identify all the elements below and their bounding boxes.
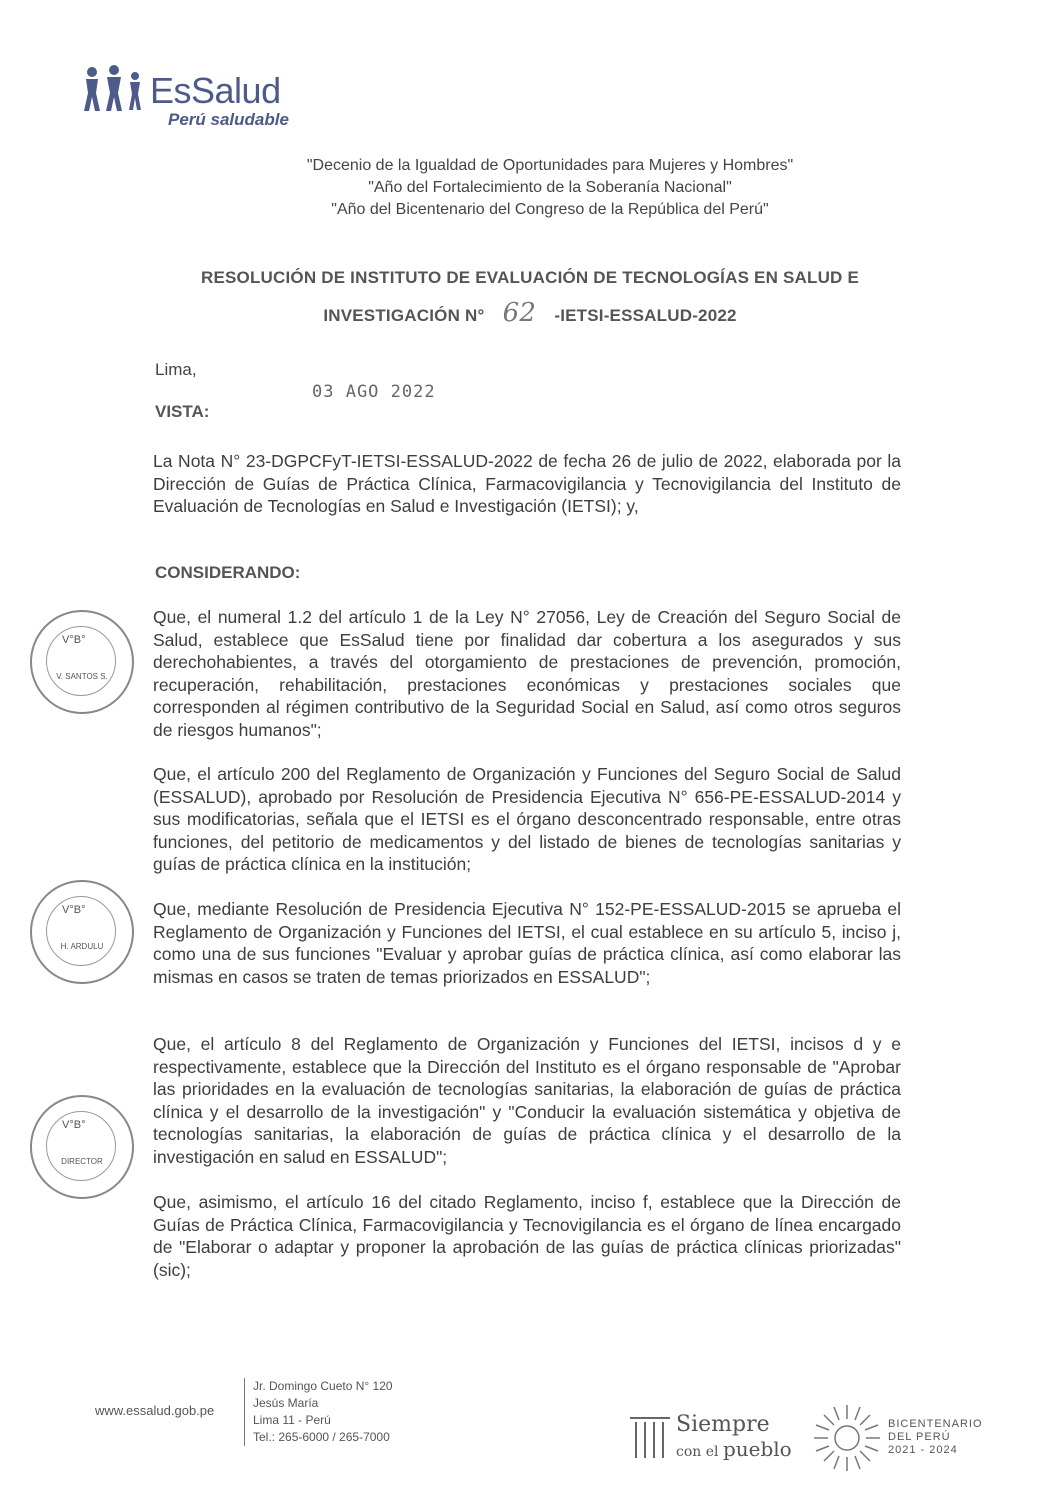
footer-website: www.essalud.gob.pe bbox=[95, 1403, 215, 1418]
address-line: Tel.: 265-6000 / 265-7000 bbox=[253, 1430, 390, 1444]
stamp-name: V. SANTOS S. bbox=[56, 672, 108, 681]
stamp-vb: V°B° bbox=[62, 634, 86, 646]
motto-line: "Año del Bicentenario del Congreso de la República del Perú" bbox=[331, 201, 769, 218]
motto-line: "Año del Fortalecimiento de la Soberanía Nacional" bbox=[368, 179, 732, 196]
bicentenario-emblem-icon bbox=[812, 1403, 882, 1473]
footer-address bbox=[244, 1378, 393, 1446]
slogan-small-prefix: con el bbox=[676, 1444, 719, 1460]
slogan-small-word: pueblo bbox=[722, 1437, 792, 1461]
place: Lima, bbox=[155, 360, 197, 379]
official-mottos bbox=[150, 155, 950, 221]
vista-heading: VISTA: bbox=[155, 402, 210, 421]
considerando-paragraph-4: Que, el artículo 8 del Reglamento de Organización y Funciones del IETSI, incisos d y e respectivamente, establece que la Dirección del Instituto es el órgano responsable de "Aprobar las prioridades en la evaluación de tecnologías sanitarias, la elaboración de guías de práctica clínica y el desarrollo de la investigación" y "Conducir la evaluación sistemática y objetiva de tecnologías sanitarias, la elaboración de guías de práctica clínica y el desarrollo de la investigación en salud en ESSALUD"; bbox=[153, 1034, 901, 1167]
considerando-paragraph-2: Que, el artículo 200 del Reglamento de Organización y Funciones del Seguro Social de Salud (ESSALUD), aprobado por Resolución de Presidencia Ejecutiva N° 656-PE-ESSALUD-2014 y sus modificatorias, señala que el IETSI es el órgano desconcentrado responsable, entre otras funciones, del petitorio de medicamentos y del listado de bienes de tecnologías sanitarias y guías de práctica clínica en la institución; bbox=[153, 764, 901, 874]
motto-line: "Decenio de la Igualdad de Oportunidades para Mujeres y Hombres" bbox=[306, 157, 794, 174]
brand-tagline: Perú saludable bbox=[168, 110, 289, 129]
considerando-paragraph-3: Que, mediante Resolución de Presidencia Ejecutiva N° 152-PE-ESSALUD-2015 se aprueba el Reglamento de Organización y Funciones del IETSI, el cual establece en su artículo 5, inciso j, como una de sus funciones "Evaluar y aprobar guías de práctica clínica, así como elaborar las mismas en casos se traten de temas priorizados en ESSALUD"; bbox=[153, 899, 901, 987]
resolution-title-prefix: INVESTIGACIÓN N° bbox=[323, 306, 485, 325]
handwritten-number: 62 bbox=[502, 298, 537, 328]
bicentenario-line: DEL PERÚ bbox=[888, 1431, 951, 1443]
resolution-title-suffix: -IETSI-ESSALUD-2022 bbox=[554, 306, 737, 325]
bicentenario-line: BICENTENARIO bbox=[888, 1418, 983, 1430]
considerando-paragraph-1: Que, el numeral 1.2 del artículo 1 de la Ley N° 27056, Ley de Creación del Seguro Social de Salud, establece que EsSalud tiene por finalidad dar cobertura a los asegurados y sus derechohabientes, a través del otorgamiento de prestaciones de prevención, promoción, recuperación, rehabilitación, prestaciones económicas y prestaciones sociales que corresponden al régimen contributivo de la Seguridad Social en Salud, así como otros seguros de riesgos humanos"; bbox=[153, 607, 901, 740]
stamp-name: H. ARDULU bbox=[60, 942, 104, 951]
resolution-title-line2 bbox=[140, 298, 920, 328]
family-figures-icon bbox=[80, 64, 150, 114]
stamp-vb: V°B° bbox=[62, 1119, 86, 1131]
review-stamp bbox=[30, 610, 134, 714]
vista-paragraph: La Nota N° 23-DGPCFyT-IETSI-ESSALUD-2022 de fecha 26 de julio de 2022, elaborada por la Dirección de Guías de Práctica Clínica, Farmacovigilancia y Tecnovigilancia del Instituto de Evaluación de Tecnologías en Salud e Investigación (IETSI); y, bbox=[153, 451, 901, 516]
address-line: Jesús María bbox=[253, 1396, 319, 1410]
bicentenario-line: 2021 - 2024 bbox=[888, 1444, 958, 1456]
stamp-vb: V°B° bbox=[62, 904, 86, 916]
considerando-paragraph-5: Que, asimismo, el artículo 16 del citado Reglamento, inciso f, establece que la Dirección de Guías de Práctica Clínica, Farmacovigilancia y Tecnovigilancia es el órgano de línea encargado de "Elaborar o adaptar y proponer la aprobación de las guías de práctica clínicas priorizadas" (sic); bbox=[153, 1192, 901, 1280]
review-stamp bbox=[30, 880, 134, 984]
essalud-logo bbox=[80, 60, 310, 135]
bicentenario-label bbox=[888, 1418, 983, 1457]
review-stamp bbox=[30, 1095, 134, 1199]
columns-icon bbox=[628, 1414, 672, 1462]
address-line: Lima 11 - Perú bbox=[253, 1413, 331, 1427]
stamp-name: DIRECTOR bbox=[61, 1157, 103, 1166]
slogan-big: Siempre bbox=[676, 1412, 770, 1437]
address-line: Jr. Domingo Cueto N° 120 bbox=[253, 1379, 393, 1393]
brand-name: EsSalud bbox=[150, 70, 281, 111]
considerando-heading: CONSIDERANDO: bbox=[155, 563, 301, 582]
resolution-title-line1: RESOLUCIÓN DE INSTITUTO DE EVALUACIÓN DE TECNOLOGÍAS EN SALUD E bbox=[200, 268, 859, 287]
date-stamp: 03 AGO 2022 bbox=[312, 382, 436, 402]
